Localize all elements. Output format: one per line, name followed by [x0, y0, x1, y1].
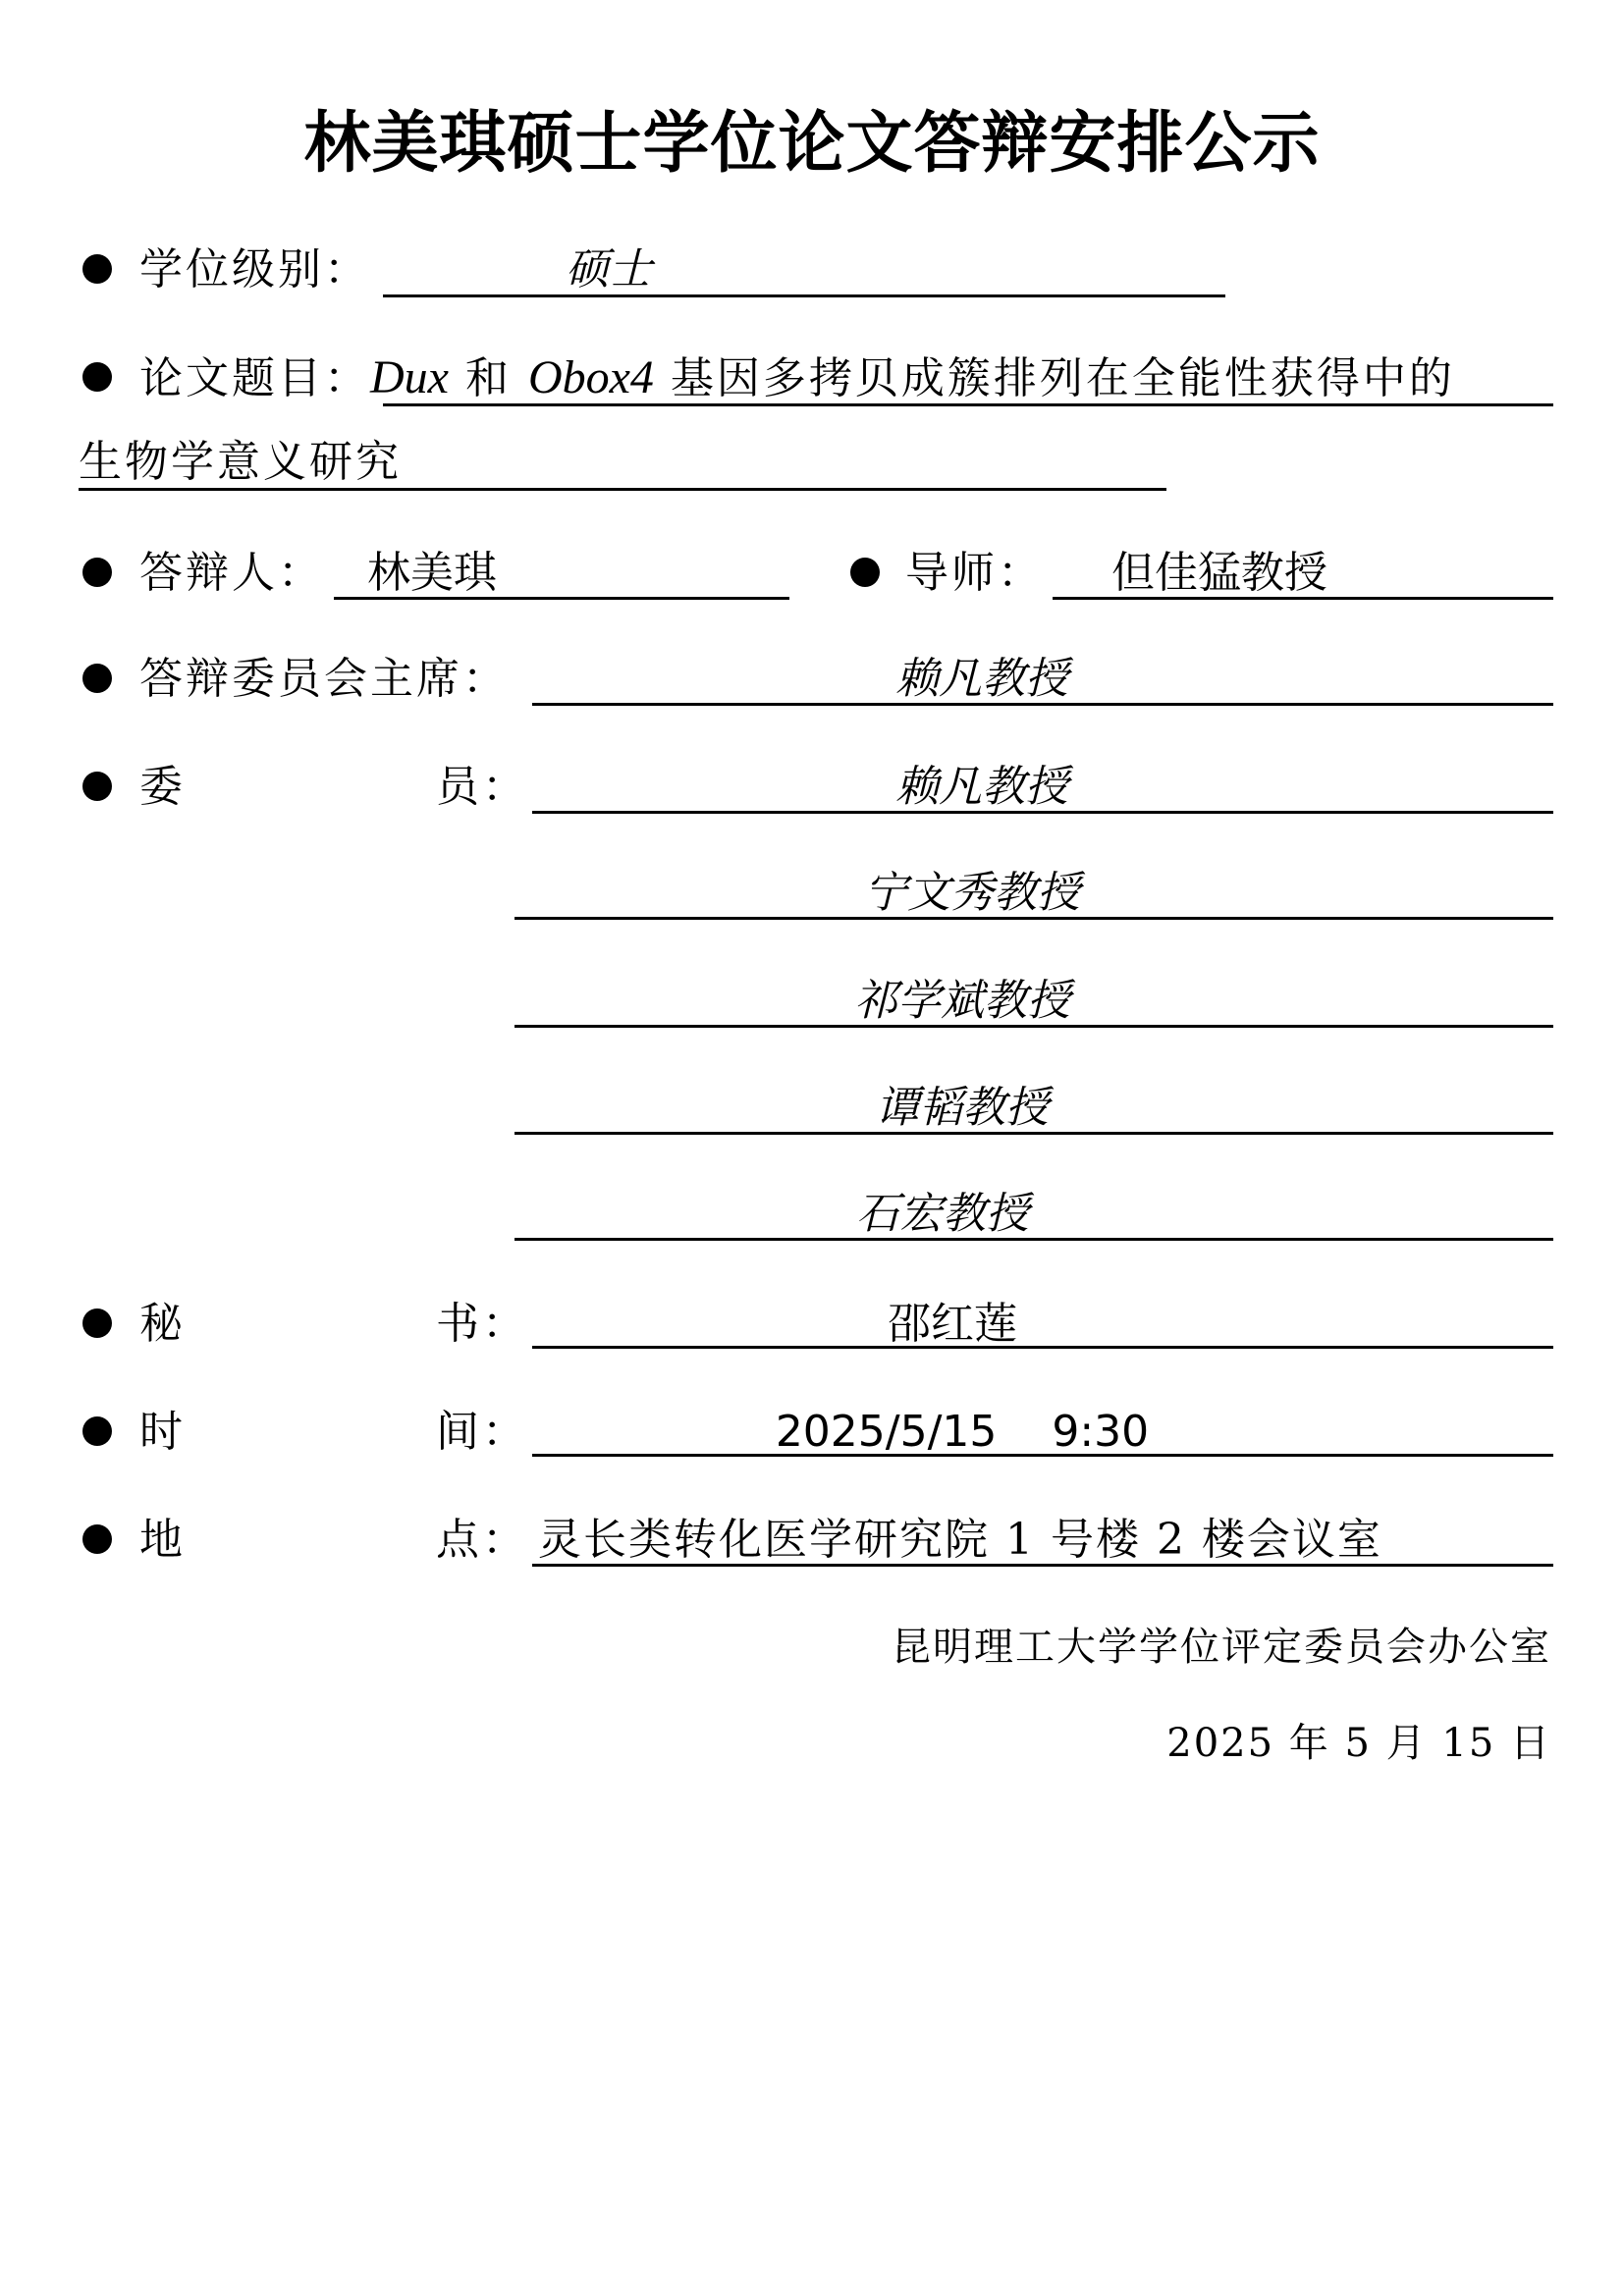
thesis-title-line1 — [139, 348, 1455, 408]
secretary-value: 邵红莲 — [888, 1299, 1017, 1349]
bullet-icon — [82, 254, 112, 284]
thesis-gene-obox4: Obox4 — [527, 351, 654, 403]
secretary-label-a: 秘 — [139, 1299, 186, 1349]
degree-label: 学位级别： — [139, 244, 370, 294]
degree-value: 硕士 — [566, 244, 652, 294]
thesis-label: 论文题目： — [139, 353, 370, 403]
bullet-icon — [82, 558, 112, 587]
member-5: 石宏教授 — [856, 1189, 1029, 1239]
member-1: 赖凡教授 — [895, 762, 1068, 812]
bullet-icon — [82, 362, 112, 392]
thesis-title-line2: 生物学意义研究 — [79, 437, 402, 487]
thesis-gene-dux: Dux — [370, 351, 449, 403]
location-label-b: 点： — [436, 1515, 528, 1565]
issuing-office: 昆明理工大学学位评定委员会办公室 — [892, 1625, 1551, 1670]
location-label-a: 地 — [139, 1515, 186, 1565]
bullet-icon — [82, 1524, 112, 1554]
bullet-icon — [850, 558, 880, 587]
time-label-b: 间： — [436, 1407, 528, 1457]
bullet-icon — [82, 1416, 112, 1446]
time-value: 2025/5/15 9:30 — [775, 1407, 1150, 1457]
thesis-title-rest: 基因多拷贝成簇排列在全能性获得中的 — [653, 353, 1455, 403]
member-2: 宁文秀教授 — [864, 868, 1080, 918]
advisor-value: 但佳猛教授 — [1111, 548, 1327, 598]
members-label-a: 委 — [139, 762, 186, 812]
thesis-connector: 和 — [448, 353, 528, 403]
member-3: 祁学斌教授 — [854, 976, 1070, 1026]
time-label-a: 时 — [139, 1407, 186, 1457]
location-value: 灵长类转化医学研究院 1 号楼 2 楼会议室 — [538, 1515, 1382, 1565]
page-title: 林美琪硕士学位论文答辩安排公示 — [303, 105, 1321, 183]
issue-date: 2025 年 5 月 15 日 — [1166, 1721, 1551, 1766]
chair-value: 赖凡教授 — [895, 654, 1068, 704]
advisor-label: 导师： — [905, 548, 1044, 598]
defender-label: 答辩人： — [139, 548, 324, 598]
bullet-icon — [82, 664, 112, 693]
thesis-underline-1 — [383, 403, 1553, 406]
chair-label: 答辩委员会主席： — [139, 654, 509, 704]
bullet-icon — [82, 1308, 112, 1338]
secretary-label-b: 书： — [436, 1299, 528, 1349]
degree-underline — [383, 294, 1225, 297]
thesis-underline-2 — [79, 488, 1166, 491]
members-label-b: 员： — [436, 762, 528, 812]
member-4: 谭韬教授 — [876, 1083, 1049, 1133]
bullet-icon — [82, 772, 112, 801]
defender-value: 林美琪 — [367, 548, 497, 598]
